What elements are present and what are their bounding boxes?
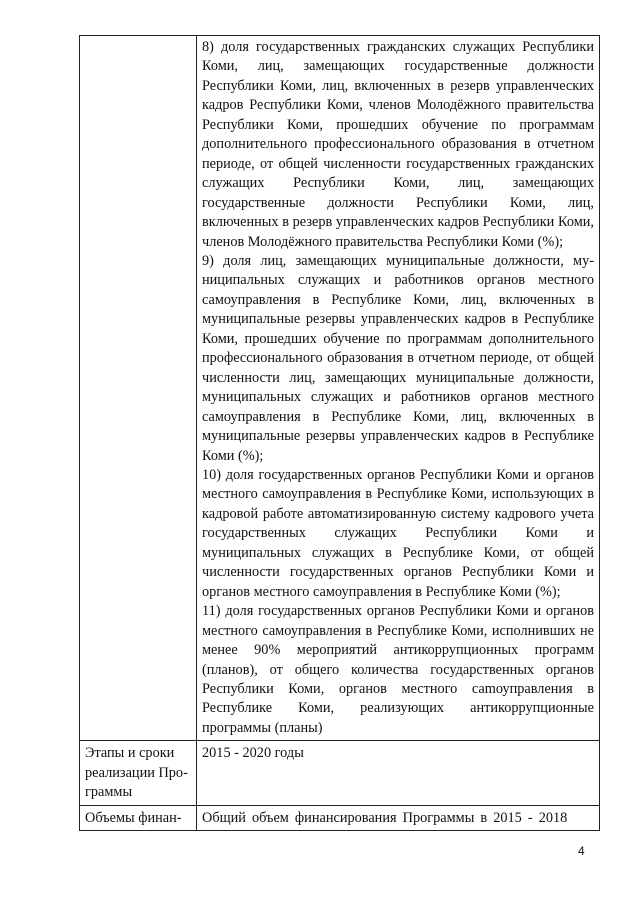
table-row — [80, 36, 600, 741]
table-cell-left: Этапы и сроки реализации Программы — [80, 741, 197, 805]
table-row — [80, 741, 600, 805]
indicator-item-10: 10) доля государственных органов Республики Коми и органов местного самоуправления в Республике Коми, использующих в кадровой работе автоматизированную систему кадрового учета государственных служащих Республики Коми и муниципальных служащих в Республике Коми, от общей численности государственных органов Республики Коми и органов местного самоуправления в Республике Коми (%); — [202, 466, 594, 600]
stages-and-terms: 2015 - 2020 годы — [202, 745, 304, 762]
table-row — [80, 805, 600, 830]
indicator-item-9: 9) доля лиц, замещающих муниципальные должности, муниципальных служащих и работников органов местного самоуправления в Республике Коми, лиц, включенных в муниципальные резервы управленческих кадров в Республике Коми, прошедших обучение по программам дополнительного профессионального образования в отчетном периоде, от общей численности лиц, замещающих муниципальные должности, муниципальных служащих и работников органов местного самоуправления в Республике Коми, лиц, включенных в муниципальные резервы управленческих кадров в Республике Коми (%); — [202, 252, 594, 464]
table-cell-right — [197, 36, 600, 741]
table-cell-right — [197, 805, 600, 830]
page-number: 4 — [578, 844, 585, 858]
table-cell-left — [80, 36, 197, 741]
table-cell-left: Объемы финан- — [80, 805, 197, 830]
indicator-item-8: 8) доля государственных гражданских служащих Республики Коми, лиц, замещающих государственные должности Республики Коми, лиц, включенных в резерв управленческих кадров Республики Коми, членов Молодёжного правительства Республики Коми, прошедших обучение по программам дополнительного профессионального образования в отчетном периоде, от общей численности государственных гражданских служащих Республики Коми, лиц, замещающих государственные должности Республики Коми, лиц, включенных в резерв управленческих кадров Республики Коми, членов Молодёжного правительства Республики Коми (%); — [202, 39, 594, 250]
table-cell-right — [197, 741, 600, 805]
indicator-item-11: 11) доля государственных органов Республики Коми и органов местного самоуправления в Республике Коми, исполнивших не менее 90% мероприятий антикоррупционных программ (планов), от общего количества государственных органов Республики Коми, органов местного саmоуправления в Республике Коми, реализующих антикоррупционные программы (планы) — [202, 603, 594, 736]
document-table — [79, 35, 600, 831]
financing-volume: Общий объем финансирования Программы в 2015 - 2018 — [202, 809, 568, 826]
